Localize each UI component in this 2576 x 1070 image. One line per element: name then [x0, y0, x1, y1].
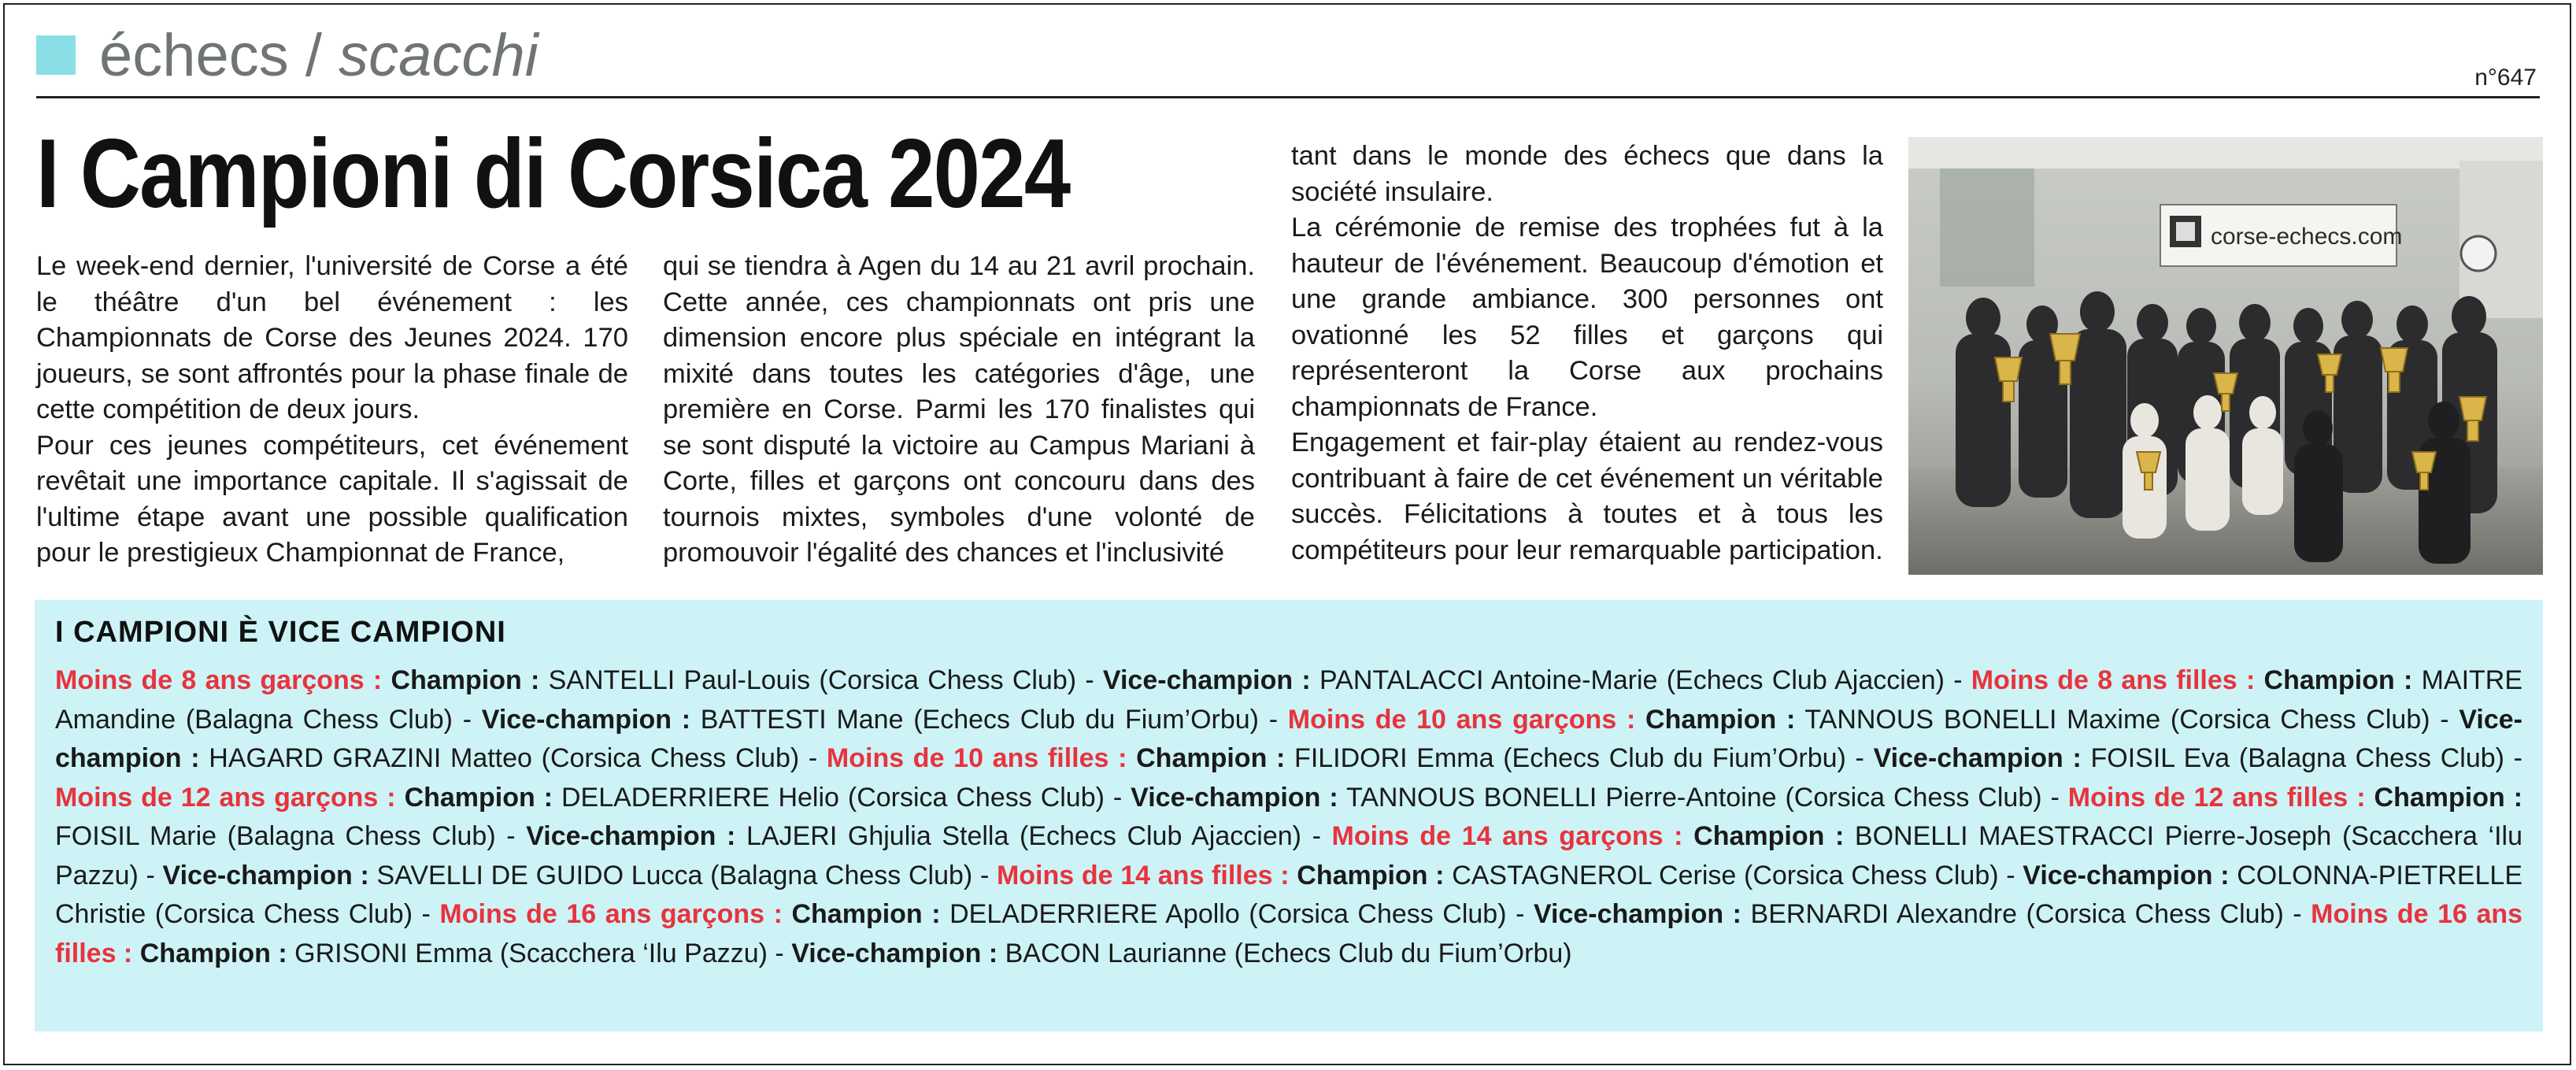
rubric-square-icon [36, 35, 76, 75]
vice-champion-label: Vice-champion : [791, 938, 998, 968]
champion-name: FILIDORI Emma (Echecs Club du Fium’Orbu) [1285, 743, 1846, 773]
vice-champion-label: Vice-champion : [1873, 743, 2082, 773]
vice-champion-name: BATTESTI Mane (Echecs Club du Fium’Orbu) [690, 704, 1259, 735]
paragraph: Engagement et fair-play étaient au rendez-vous contribuant à faire de cet événement un véritable succès. Félicitations à toutes et à tous les compétiteurs pour leur remarquable participation. [1291, 428, 1883, 565]
champion-label: Champion : [1297, 860, 1445, 890]
vice-champion-name: BACON Laurianne (Echecs Club du Fium’Orbu) [997, 938, 1572, 968]
champion-label: Champion : [404, 782, 553, 813]
header-rule [36, 96, 2540, 98]
article-title: I Campioni di Corsica 2024 [36, 120, 1070, 228]
paragraph: qui se tiendra à Agen du 14 au 21 avril prochain. Cette année, ces championnats ont pris une dimension encore plus spéciale en intégrant la mixité dans toutes les catégories d'âge, une première en Corse. Parmi les 170 finalistes qui se sont disputé la victoire au Campus Mariani à Corte, filles et garçons ont concouru dans des tournois mixtes, symboles d'une volonté de promouvoir l'égalité des chances et l'inclusivité [663, 251, 1255, 568]
paragraph: La cérémonie de remise des trophées fut à la hauteur de l'événement. Beaucoup d'émotion et une grande ambiance. 300 personnes ont ovationné les 52 filles et garçons qui représenteront la Corse aux prochains championnats de France. [1291, 213, 1883, 422]
vice-champion-label: Vice-champion : [1533, 899, 1742, 929]
champion-name: CASTAGNEROL Cerise (Corsica Chess Club) [1444, 860, 1999, 890]
champion-name: BONELLI MAESTRACCI Pierre-Joseph (Scacchera ‘Ilu Pazzu) [55, 821, 2522, 890]
champion-name: DELADERRIERE Apollo (Corsica Chess Club) [940, 899, 1507, 929]
champion-name: DELADERRIERE Helio (Corsica Chess Club) [553, 782, 1105, 813]
vice-champion-name: HAGARD GRAZINI Matteo (Corsica Chess Club) [199, 743, 800, 773]
rubric-french: échecs [99, 21, 289, 89]
vice-champion-label: Vice-champion : [55, 704, 2522, 773]
results-title: I CAMPIONI È VICE CAMPIONI [55, 616, 506, 649]
vice-champion-label: Vice-champion : [2023, 860, 2230, 890]
paragraph: Le week-end dernier, l'université de Corse a été le théâtre d'un bel événement : les Championnats de Corse des Jeunes 2024. 170 joueurs, se sont affrontés pour la phase finale de cette compétition de deux jours. [36, 251, 628, 424]
paragraph: tant dans le monde des échecs que dans la société insulaire. [1291, 141, 1883, 207]
issue-number: n°647 [2474, 65, 2537, 91]
category-label: Moins de 14 ans filles : [996, 860, 1290, 890]
vice-champion-label: Vice-champion : [526, 821, 736, 851]
category-label: Moins de 12 ans garçons : [55, 782, 396, 813]
category-label: Moins de 12 ans filles : [2067, 782, 2366, 813]
champion-label: Champion : [791, 899, 941, 929]
vice-champion-name: PANTALACCI Antoine-Marie (Echecs Club Ajaccien) [1310, 665, 1945, 695]
champion-name: FOISIL Marie (Balagna Chess Club) [55, 821, 496, 851]
article-column-1 [36, 249, 628, 572]
champion-name: TANNOUS BONELLI Maxime (Corsica Chess Club) [1795, 704, 2430, 735]
champion-name: GRISONI Emma (Scacchera ‘Ilu Pazzu) [287, 938, 768, 968]
paragraph: Pour ces jeunes compétiteurs, cet événement revêtait une importance capitale. Il s'agissait de l'ultime étape avant une possible qualification pour le prestigieux Championnat de France, [36, 430, 628, 568]
section-rubric [36, 21, 539, 89]
category-label: Moins de 16 ans filles : [55, 899, 2523, 968]
vice-champion-name: BERNARDI Alexandre (Corsica Chess Club) [1741, 899, 2284, 929]
svg-text:corse-echecs.com: corse-echecs.com [2211, 224, 2403, 250]
champion-label: Champion : [390, 665, 540, 695]
vice-champion-label: Vice-champion : [481, 704, 691, 735]
category-label: Moins de 8 ans garçons : [55, 665, 383, 695]
category-label: Moins de 16 ans garçons : [439, 899, 783, 929]
rubric-corsican: scacchi [339, 21, 539, 89]
category-label: Moins de 8 ans filles : [1971, 665, 2256, 695]
champion-name: MAITRE Amandine (Balagna Chess Club) [55, 665, 2523, 735]
rubric-separator: / [288, 21, 339, 89]
category-label: Moins de 10 ans filles : [826, 743, 1127, 773]
champion-label: Champion : [1645, 704, 1796, 735]
results-list: Moins de 8 ans garçons : Champion : SANTELLI Paul-Louis (Corsica Chess Club) - Vice-champion : PANTALACCI Antoine-Marie (Echecs Club Ajaccien) - Moins de 8 ans filles : Champion : MAITRE Amandine (Balagna Chess Club) - Vice-champion : BATTESTI Mane (Echecs Club du Fium’Orbu) - Moins de 10 ans garçons : Champion : TANNOUS BONELLI Maxime (Corsica Chess Club) - Vice-champion : HAGARD GRAZINI Matteo (Corsica Chess Club) - Moins de 10 ans filles : Champion : FILIDORI Emma (Echecs Club du Fium’Orbu) - Vice-champion : FOISIL Eva (Balagna Chess Club) - Moins de 12 ans garçons : Champion : DELADERRIERE Helio (Corsica Chess Club) - Vice-champion : TANNOUS BONELLI Pierre-Antoine (Corsica Chess Club) - Moins de 12 ans filles : Champion : FOISIL Marie (Balagna Chess Club) - Vice-champion : LAJERI Ghjulia Stella (Echecs Club Ajaccien) - Moins de 14 ans garçons : Champion : BONELLI MAESTRACCI Pierre-Joseph (Scacchera ‘Ilu Pazzu) - Vice-champion : SAVELLI DE GUIDO Lucca (Balagna Chess Club) - Moins de 14 ans filles : Champion : CASTAGNEROL Cerise (Corsica Chess Club) - Vice-champion : COLONNA-PIETRELLE Christie (Corsica Chess Club) - Moins de 16 ans garçons : Champion : DELADERRIERE Apollo (Corsica Chess Club) - Vice-champion : BERNARDI Alexandre (Corsica Chess Club) - Moins de 16 ans filles : Champion : GRISONI Emma (Scacchera ‘Ilu Pazzu) - Vice-champion : BACON Laurianne (Echecs Club du Fium’Orbu) [55, 665, 2523, 968]
results-box [35, 600, 2543, 1031]
vice-champion-name: COLONNA-PIETRELLE Christie (Corsica Chess Club) [55, 860, 2523, 929]
champion-label: Champion : [139, 938, 287, 968]
vice-champion-name: TANNOUS BONELLI Pierre-Antoine (Corsica Chess Club) [1338, 782, 2042, 813]
category-label: Moins de 10 ans garçons : [1287, 704, 1636, 735]
rubric-label [99, 21, 539, 90]
vice-champion-name: SAVELLI DE GUIDO Lucca (Balagna Chess Club) [368, 860, 973, 890]
champion-label: Champion : [1693, 821, 1845, 851]
category-label: Moins de 14 ans garçons : [1331, 821, 1683, 851]
champion-label: Champion : [2374, 782, 2523, 813]
group-photo-icon [1908, 137, 2543, 575]
vice-champion-name: FOISIL Eva (Balagna Chess Club) [2081, 743, 2504, 773]
champion-label: Champion : [2263, 665, 2413, 695]
group-photo [1908, 137, 2543, 575]
article-column-2 [663, 249, 1255, 572]
article-column-3 [1291, 139, 1883, 568]
vice-champion-label: Vice-champion : [162, 860, 369, 890]
champion-label: Champion : [1136, 743, 1286, 773]
champion-name: SANTELLI Paul-Louis (Corsica Chess Club) [539, 665, 1077, 695]
vice-champion-label: Vice-champion : [1131, 782, 1338, 813]
vice-champion-label: Vice-champion : [1102, 665, 1311, 695]
vice-champion-name: LAJERI Ghjulia Stella (Echecs Club Ajaccien) [735, 821, 1301, 851]
